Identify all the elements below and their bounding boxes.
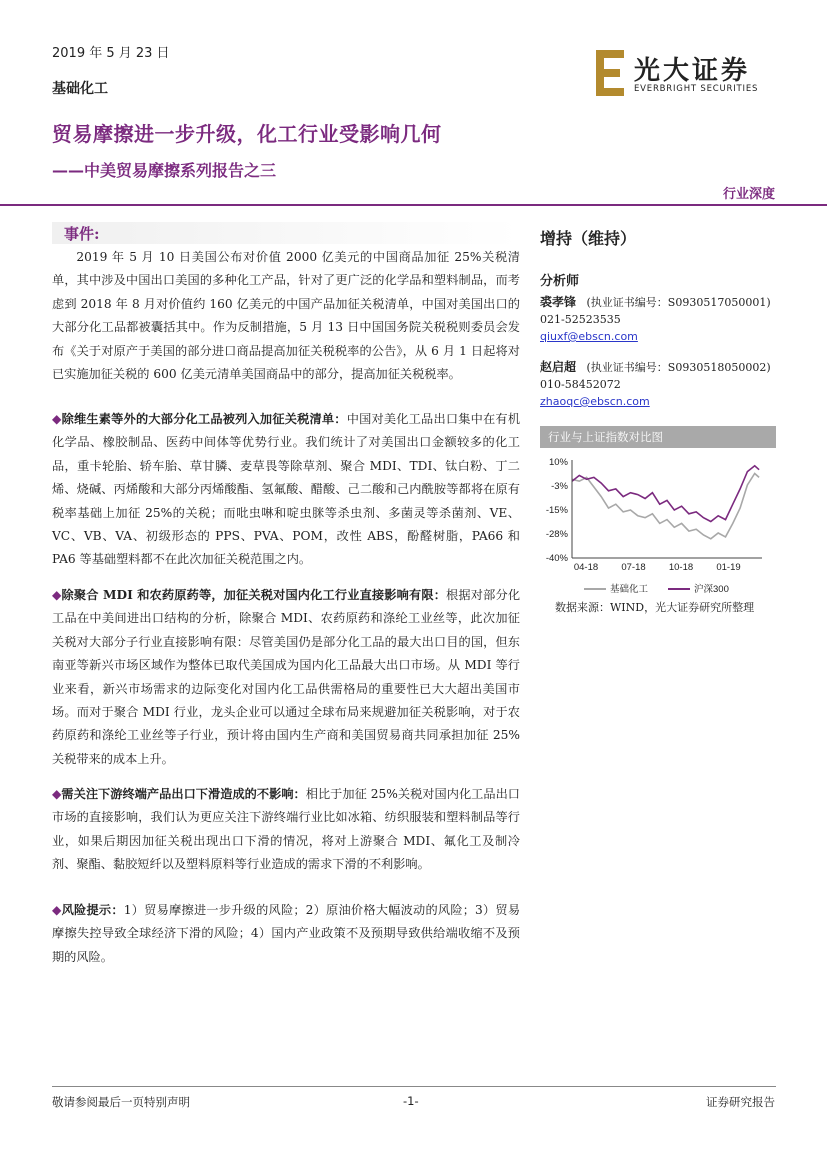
- analyst-2-cert: (执业证书编号：S0930518050002): [586, 361, 771, 374]
- analyst-1-phone: 021-52523535: [540, 313, 621, 326]
- diamond-bullet-icon: ◆: [52, 412, 62, 426]
- analyst-2-name: 赵启超: [540, 360, 577, 374]
- point-2: [52, 584, 520, 771]
- header-divider: [0, 204, 827, 206]
- analyst-1-email-link[interactable]: qiuxf@ebscn.com: [540, 330, 638, 343]
- footer-divider: [52, 1086, 776, 1087]
- event-paragraph: [52, 246, 520, 386]
- everbright-logo-icon: [590, 48, 630, 98]
- series-line-1: [572, 466, 759, 522]
- point-1-text: 中国对美化工品出口集中在有机化学品、橡胶制品、医药中间体等优势行业。我们统计了对美国出口金额较多的化工品，重卡轮胎、轿车胎、草甘膦、麦草畏等除草剂、聚合 MDI、TDI、钛白粉、丁二烯、烧碱、丙烯酸和大部分丙烯酸酯、氢氟酸、醋酸、己二酸和己内酰胺等都将在原有税率基础上加征 25%的关税；而吡虫啉和啶虫脒等杀虫剂、多菌灵等杀菌剂、VE、VC、VB、VA、初级形态的 PPS、PVA、POM，改性 ABS，酚醛树脂，PA66 和 PA6 等基础塑料都不在此次加征关税范围之内。: [52, 412, 521, 567]
- legend-label-0: 基础化工: [610, 584, 649, 595]
- diamond-bullet-icon: ◆: [52, 903, 62, 917]
- footer-doc-type: 证券研究报告: [706, 1095, 775, 1109]
- point-4: [52, 899, 520, 969]
- y-tick-label: 10%: [548, 457, 568, 468]
- analyst-2-phone: 010-58452072: [540, 378, 621, 391]
- logo-text-en: EVERBRIGHT SECURITIES: [634, 84, 759, 94]
- point-4-bold: 风险提示：: [61, 903, 124, 917]
- analyst-1-name: 裘孝锋: [540, 295, 577, 309]
- point-4-text: 1）贸易摩擦进一步升级的风险；2）原油价格大幅波动的风险；3）贸易摩擦失控导致全球经济下滑的风险；4）国内产业政策不及预期导致供给端收缩不及预期的风险。: [52, 903, 521, 964]
- page-number: -1-: [403, 1094, 419, 1108]
- chart-source: 数据来源：WIND，光大证券研究所整理: [555, 601, 755, 614]
- x-tick-label: 10-18: [668, 562, 694, 573]
- legend-label-1: 沪深300: [694, 584, 729, 595]
- y-tick-label: -40%: [545, 553, 568, 564]
- analyst-2: [540, 359, 771, 410]
- point-3: [52, 783, 520, 877]
- point-1-bold: 除维生素等外的大部分化工品被列入加征关税清单：: [61, 412, 347, 426]
- report-date: 2019 年 5 月 23 日: [52, 46, 170, 61]
- analyst-1-cert: (执业证书编号：S0930517050001): [586, 296, 771, 309]
- analyst-1: [540, 294, 771, 345]
- diamond-bullet-icon: ◆: [52, 588, 62, 602]
- company-logo: [590, 48, 780, 98]
- doc-type-label: 行业深度: [722, 187, 775, 202]
- chart-title-bar: [540, 426, 776, 448]
- rating-label: 增持（维持）: [540, 229, 637, 248]
- logo-text-cn: 光大证券: [634, 56, 751, 86]
- diamond-bullet-icon: ◆: [52, 787, 62, 801]
- footer-disclaimer: 敬请参阅最后一页特别声明: [52, 1095, 190, 1109]
- y-tick-label: -3%: [551, 481, 568, 492]
- point-1: [52, 408, 520, 572]
- chart-title: 行业与上证指数对比图: [548, 430, 663, 444]
- y-tick-label: -15%: [545, 505, 568, 516]
- x-tick-label: 07-18: [621, 562, 646, 573]
- event-text: 2019 年 5 月 10 日美国公布对价值 2000 亿美元的中国商品加征 25%关税清单，其中涉及中国出口美国的多种化工产品，针对了更广泛的化学品和塑料制品，而考虑到 2018 年 8 月对价值约 160 亿美元的中国产品加征关税清单，中国对美国出口的大部分化工品都被囊括其中。作为反制措施，5 月 13 日中国国务院关税税则委员会发布《关于对原产于美国的部分进口商品提高加征关税税率的公告》，从 6 月 1 日起将对已实施加征关税的 600 亿美元清单美国商品中的部分，提高加征关税税率。: [52, 250, 520, 382]
- y-tick-label: -28%: [545, 529, 568, 540]
- page-title: 贸易摩擦进一步升级，化工行业受影响几何: [52, 122, 442, 146]
- point-2-text: 根据对部分化工品在中美间进出口结构的分析，除聚合 MDI、农药原药和涤纶工业丝等，此次加征关税对大部分子行业直接影响有限：尽管美国仍是部分化工品的最大出口目的国，但东南亚等新兴市场区域作为整体已取代美国成为国内化工品最大出口市场。从 MDI 等行业来看，新兴市场需求的边际变化对国内化工品供需格局的重要性已大大超出美国市场。而对于聚合 MDI 行业，龙头企业可以通过全球布局来规避加征关税影响，对于农药原药和涤纶工业丝等子行业，预计将由国内生产商和美国贸易商共同承担加征 25%关税带来的成本上升。: [52, 588, 521, 766]
- x-tick-label: 04-18: [573, 562, 599, 573]
- point-3-bold: 需关注下游终端产品出口下滑造成的不影响：: [61, 787, 306, 801]
- event-heading: [52, 222, 520, 244]
- x-tick-label: 01-19: [716, 562, 741, 573]
- comparison-chart: [540, 452, 776, 602]
- analyst-heading: 分析师: [540, 274, 580, 289]
- analyst-2-email-link[interactable]: zhaoqc@ebscn.com: [540, 395, 650, 408]
- point-2-bold: 除聚合 MDI 和农药原药等，加征关税对国内化工行业直接影响有限：: [61, 588, 447, 602]
- point-3-text: 相比于加征 25%关税对国内化工品出口市场的直接影响，我们认为更应关注下游终端行业比如冰箱、纺织服装和塑料制品等行业，如果后期因加征关税出现出口下滑的情况，将对上游聚合 MDI、氟化工及制冷剂、聚酯、黏胶短纤以及塑料原料等行业造成的需求下滑的不利影响。: [52, 787, 520, 872]
- event-heading-text: 事件:: [64, 225, 100, 243]
- page-subtitle: ——中美贸易摩擦系列报告之三: [52, 161, 277, 180]
- comparison-chart-svg: [540, 452, 776, 602]
- sector-label: 基础化工: [52, 81, 108, 97]
